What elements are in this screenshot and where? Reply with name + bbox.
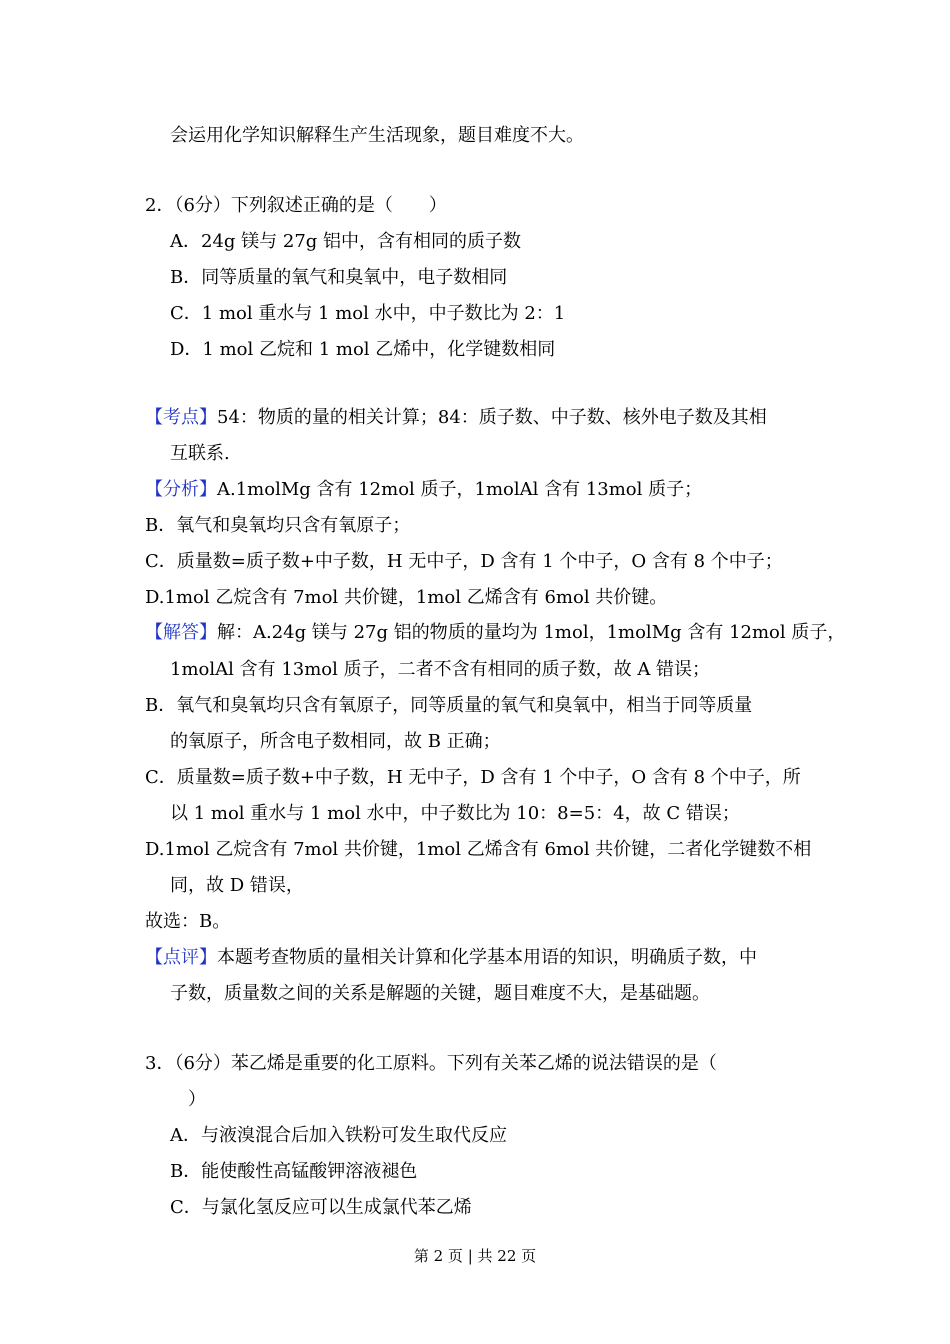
question-3-option-a: A．与液溴混合后加入铁粉可发生取代反应 <box>170 1125 507 1146</box>
jieda-text: 解：A.24g 镁与 27g 铝的物质的量均为 1mol，1molMg 含有 12mol 质子， <box>217 622 846 643</box>
dianping-line-2: 子数，质量数之间的关系是解题的关键，题目难度不大，是基础题。 <box>170 983 710 1004</box>
dianping-tag: 【点评】 <box>145 947 217 968</box>
jieda-line-4: 的氧原子，所含电子数相同，故 B 正确； <box>170 731 501 752</box>
page-footer: 第 2 页 | 共 22 页 <box>413 1247 537 1265</box>
jieda-line-2: 1molAl 含有 13mol 质子，二者不含有相同的质子数，故 A 错误； <box>170 659 711 680</box>
dianping-line-1 <box>145 946 757 970</box>
fenxi-line-1 <box>145 478 702 502</box>
jieda-line-9: 故选：B。 <box>145 911 231 932</box>
kaodian-tag: 【考点】 <box>145 407 217 428</box>
question-2-option-c: C．1 mol 重水与 1 mol 水中，中子数比为 2：1 <box>170 303 566 324</box>
kaodian-line-1 <box>145 406 767 430</box>
kaodian-text: 54：物质的量的相关计算；84：质子数、中子数、核外电子数及其相 <box>217 407 767 428</box>
jieda-line-3: B．氧气和臭氧均只含有氧原子，同等质量的氧气和臭氧中，相当于同等质量 <box>145 695 753 716</box>
question-3-option-b: B．能使酸性高锰酸钾溶液褪色 <box>170 1161 418 1182</box>
fenxi-text: A.1molMg 含有 12mol 质子，1molAl 含有 13mol 质子； <box>217 479 703 500</box>
question-3-stem: 3．（6分）苯乙烯是重要的化工原料。下列有关苯乙烯的说法错误的是（ <box>145 1053 717 1074</box>
jieda-line-1 <box>145 621 845 645</box>
jieda-line-7: D.1mol 乙烷含有 7mol 共价键，1mol 乙烯含有 6mol 共价键，二者化学键数不相 <box>145 839 812 860</box>
question-3-option-c: C．与氯化氢反应可以生成氯代苯乙烯 <box>170 1197 472 1218</box>
question-3-stem-cont: ） <box>188 1089 206 1110</box>
jieda-line-5: C．质量数=质子数+中子数，H 无中子，D 含有 1 个中子，O 含有 8 个中子，所 <box>145 767 801 788</box>
question-2-stem: 2．（6分）下列叙述正确的是（ ） <box>145 195 447 216</box>
question-2-option-b: B．同等质量的氧气和臭氧中，电子数相同 <box>170 267 508 288</box>
dianping-text: 本题考查物质的量相关计算和化学基本用语的知识，明确质子数，中 <box>217 947 757 968</box>
jieda-line-8: 同，故 D 错误， <box>170 875 304 896</box>
fenxi-line-2: B．氧气和臭氧均只含有氧原子； <box>145 515 411 536</box>
fenxi-tag: 【分析】 <box>145 479 217 500</box>
intro-line: 会运用化学知识解释生产生活现象，题目难度不大。 <box>170 125 584 146</box>
fenxi-line-3: C．质量数=质子数+中子数，H 无中子，D 含有 1 个中子，O 含有 8 个中子； <box>145 551 783 572</box>
jieda-line-6: 以 1 mol 重水与 1 mol 水中，中子数比为 10：8=5：4，故 C 错误； <box>170 803 740 824</box>
kaodian-line-2: 互联系. <box>170 443 230 464</box>
question-2-option-a: A．24g 镁与 27g 铝中，含有相同的质子数 <box>170 231 522 252</box>
question-2-option-d: D．1 mol 乙烷和 1 mol 乙烯中，化学键数相同 <box>170 339 556 360</box>
jieda-tag: 【解答】 <box>145 622 217 643</box>
fenxi-line-4: D.1mol 乙烷含有 7mol 共价键，1mol 乙烯含有 6mol 共价键。 <box>145 587 668 608</box>
